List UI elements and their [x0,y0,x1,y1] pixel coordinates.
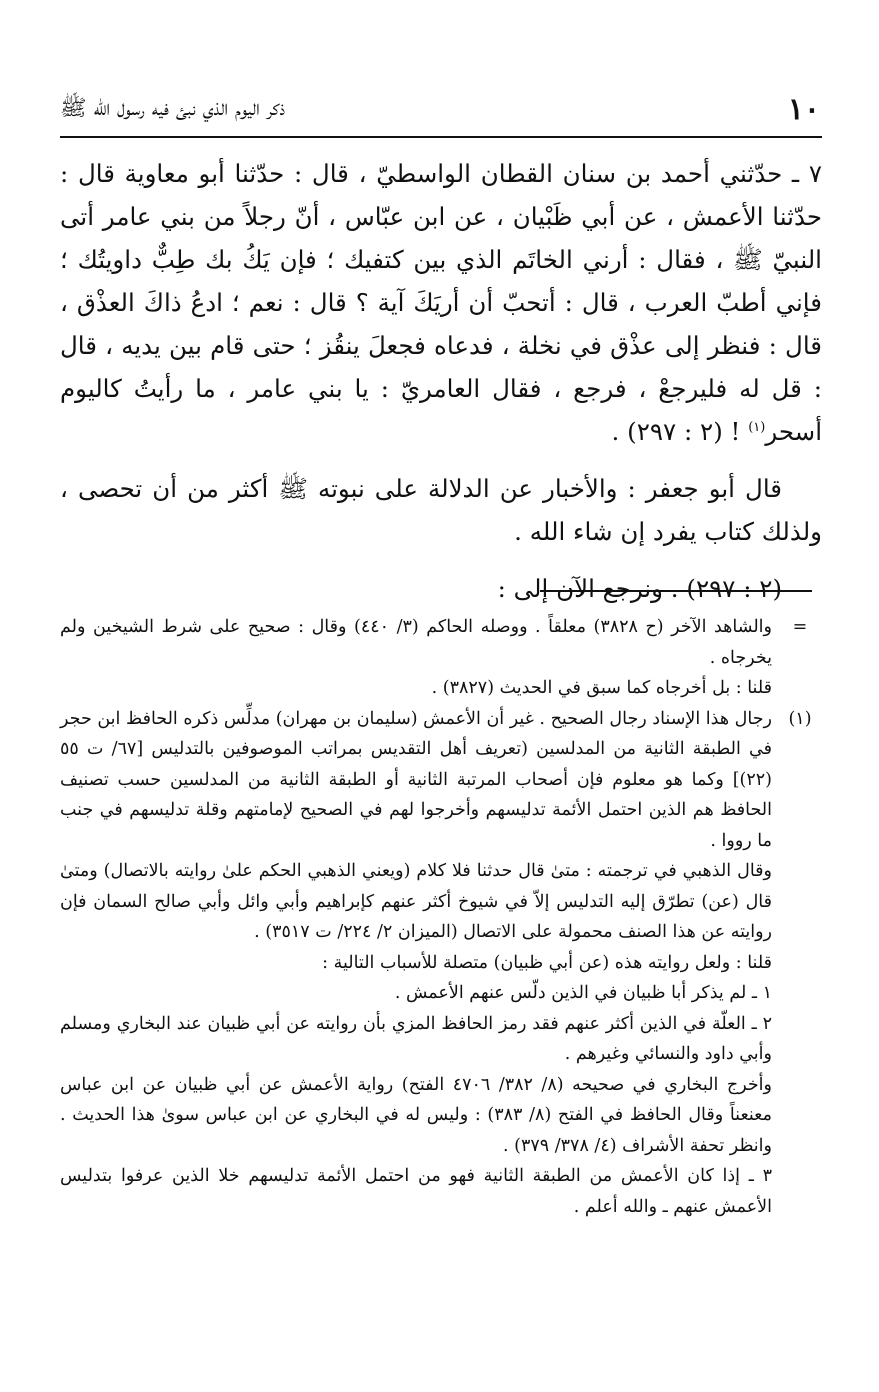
footnote-paragraph: ٢ ـ العلّة في الذين أكثر عنهم فقد رمز الحافظ المزي بأن روايته عن أبي ظبيان عند البخاري ومسلم وأبي داود والنسائي وغيرهم . [60,1013,772,1064]
footnote-paragraph: ١ ـ لم يذكر أبا ظبيان في الذين دلّس عنهم الأعمش . [394,983,772,1003]
footnote-continued [60,612,820,704]
footnote-number: (١) [788,708,812,729]
footnote-reference: (١) [748,419,766,435]
footnote-rule [540,590,812,592]
main-text [60,152,822,610]
return-line: (٢ : ٢٩٧) . ونرجع الآن إلى : [497,574,782,603]
footnote-paragraph: وقال الذهبي في ترجمته : متىٰ قال حدثنا فلا كلام (ويعني الذهبي الحكم علىٰ روايته بالاتصال) ومتىٰ قال (عن) تطرّق إليه التدليس إلاّ في شيوخ أكثر عنهم كإبراهيم وأبي وائل وأبي صالح السمان فإن روايته عن هذا الصنف محمولة على الاتصال (الميزان ٢/ ٢٢٤/ ت ٣٥١٧) . [60,861,772,942]
hadith-paragraph [60,152,822,453]
running-title: ذكر اليوم الذي نبئ فيه رسول الله ﷺ [60,96,286,121]
footnote-paragraph: قلنا : بل أخرجاه كما سبق في الحديث (٣٨٢٧) . [431,678,772,698]
page-header [60,88,820,134]
hadith-text: ٧ ـ حدّثني أحمد بن سنان القطان الواسطيّ ، قال : حدّثنا أبو معاوية قال : حدّثنا الأعمش ، عن أبي ظَبْيان ، عن ابن عبّاس ، أنّ رجلاً من بني عامر أتى النبيّ ﷺ ، فقال : أرني الخاتَم الذي بين كتفيك ؛ فإن يَكُ بك طِبٌّ داويتُك ؛ فإني أطبّ العرب ، قال : أتحبّ أن أريَكَ آية ؟ قال : نعم ؛ ادعُ ذاكَ العذْق ، قال : فنظر إلى عذْق في نخلة ، فدعاه فجعلَ ينقُز ؛ حتى قام بين يديه ، قال : قل له فليرجعْ ، فرجع ، فقال العامريّ : يا بني عامر ، ما رأيتُ كاليوم أسحر [60,159,822,446]
footnote-paragraph: وأخرج البخاري في صحيحه (٨/ ٣٨٢/ ٤٧٠٦ الفتح) رواية الأعمش عن أبي ظبيان عن ابن عباس معنعناً وقال الحافظ في الفتح (٨/ ٣٨٣) : وليس له في البخاري عن ابن عباس سوىٰ هذا الحديث . وانظر تحفة الأشراف (٤/ ٣٧٨/ ٣٧٩) . [60,1074,772,1156]
page-number: ١٠ [787,92,820,127]
footnote-paragraph: قلنا : ولعل روايته هذه (عن أبي ظبيان) متصلة للأسباب التالية : [322,952,772,973]
header-rule [60,136,822,138]
continued-marker: = [792,617,808,637]
footnote-paragraph: والشاهد الآخر (ح ٣٨٢٨) معلقاً . ووصله الحاكم (٣/ ٤٤٠) وقال : صحيح على شرط الشيخين ولم يخرجاه . [60,617,772,668]
footnotes [60,612,820,1222]
footnote-paragraph: ٣ ـ إذا كان الأعمش من الطبقة الثانية فهو من احتمل الأئمة تدليسهم خلا الذين عرفوا بتدليس الأعمش عنهم ـ والله أعلم . [60,1166,772,1217]
hadith-citation: ! (٢ : ٢٩٧) . [611,417,741,446]
footnote-paragraph: رجال هذا الإسناد رجال الصحيح . غير أن الأعمش (سليمان بن مهران) مدلِّس ذكره الحافظ ابن حجر في الطبقة الثانية من المدلسين (تعريف أهل التقديس بمراتب الموصوفين بالتدليس [٦٧/ ت ٥٥ (٢٢)] وكما هو معلوم فإن أصحاب المرتبة الثانية أو الطبقة الثانية من المدلسين حسب تصنيف الحافظ هم الذين احتمل الأئمة تدليسهم وأخرجوا لهم في الصحيح لإمامتهم وقلة تدليسهم في جنب ما رووا . [60,708,772,851]
footnote-1 [60,704,820,1223]
author-comment: قال أبو جعفر : والأخبار عن الدلالة على نبوته ﷺ أكثر من أن تحصى ، ولذلك كتاب يفرد إن شاء الله . [60,474,822,546]
